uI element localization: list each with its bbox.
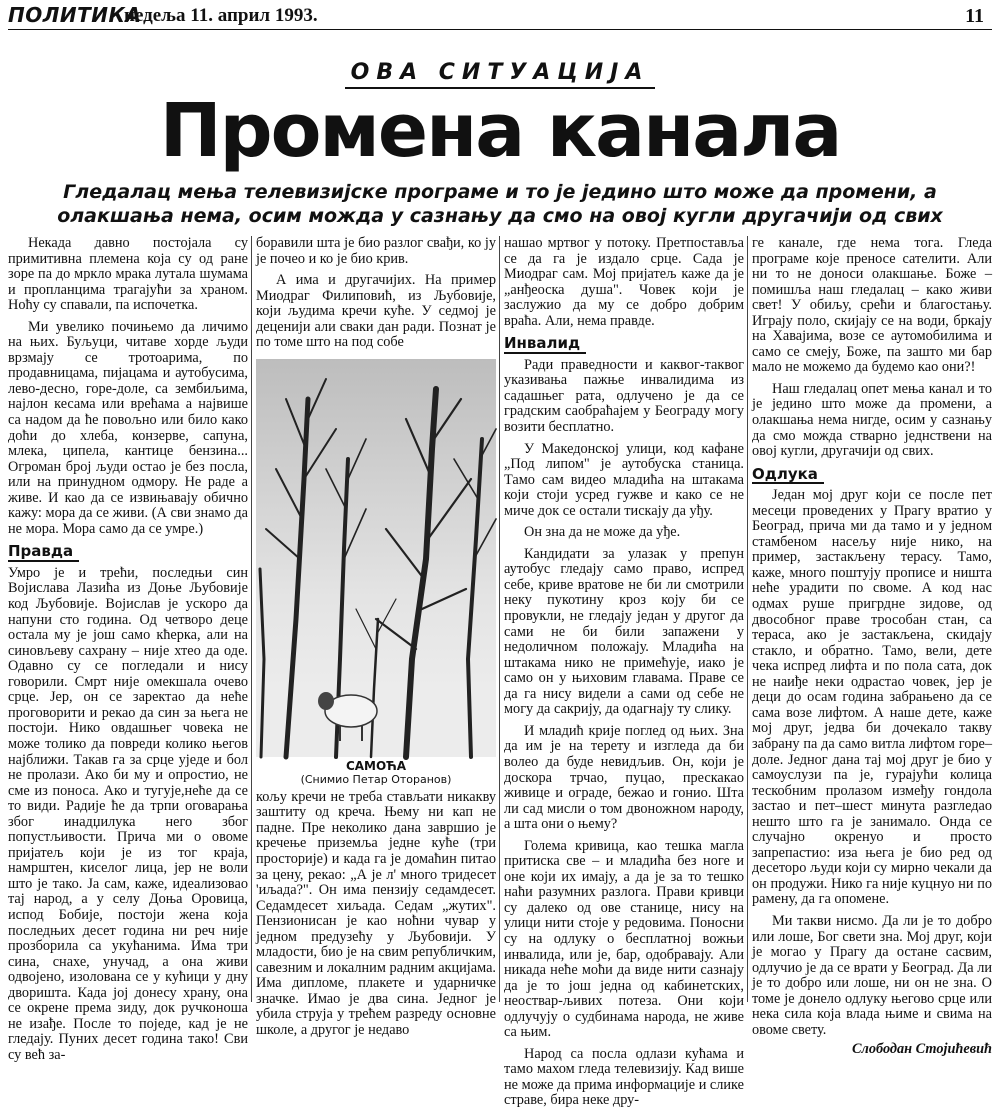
photo-image xyxy=(256,359,496,757)
paragraph: Умро је и трећи, последњи син Војислава Лазића из Доње Љубовије код Љубовије. Војислав је ускоро да напуни сто година. Од четворо деце остала му је још само кћерка, али на синовљеву сахрану – није хтео да оде. Одавно су се погледали и нису говорили. Смрт није омекшала очево срце. Јер, он се заректао да неће проговорити и рекао да син за њега не постоји. Нико овдашњег човека не може толико да повреди колико његов најближи. Такав га за срце уједе и бол не пролази. Ако би му и опростио, не сме из поноса. Ако и тугује,неће да се то види. Радије ће да трпи оговарања због инадџилука него због попустљивости. Прича ми о овоме пријатељ који је из тог краја, намрштен, киселог лица, јер не воли што је тако. Ја сам, каже, идеализовао тај народ, а у селу Доња Оровица, испод Бобије, постоји жена која последњих десет година ни реч није прозборила са укућанима. Има три сина, снахе, унучад, а она живи одвојено, изолована се у кућици у дну дворишта. Када јој донесу храну, она се окрене према зиду, док ручконоша не изађе. После то поједе, кад је не гледају. Пуних десет година тако! Сви су већ за- xyxy=(8,564,248,1063)
subhead-invalid: Инвалид xyxy=(504,336,586,354)
paragraph: боравили шта је био разлог свађи, ко ју је почео и ко је био крив. xyxy=(256,235,496,267)
column-4 xyxy=(752,235,992,1058)
paragraph: Наш гледалац опет мења канал и то је једино што може да промени, а олакшања нема нигде, осим у сазнању да смо можда стварно једнствени на овој кугли, другачији од свих. xyxy=(752,380,992,460)
photo-caption xyxy=(256,760,496,786)
article-deck: Гледалац мења телевизијске програме и то је једино што може да промени, а олакшања нема, осим можда у сазнању да смо на овој кугли другачији од свих xyxy=(57,181,943,227)
kicker-text: ОВА СИТУАЦИЈА xyxy=(345,60,656,89)
column-1 xyxy=(8,235,248,1063)
column-2 xyxy=(256,235,496,1039)
author-signature: Слободан Стојићевић xyxy=(851,1041,992,1058)
paragraph: Некада давно постојала су примитивна племена која су од ране зоре па до мркло мрака лутала шумама и пропланцима трагајући за храном. Ноћу су спавали, па испочетка. xyxy=(8,235,248,314)
column-rule xyxy=(251,236,252,1002)
kicker-line xyxy=(0,60,1000,85)
column-3 xyxy=(504,235,744,1109)
paragraph: кољу кречи не треба стављати никакву заштиту од креча. Њему ни кап не падне. Пре неколико дана завршио је кречење приземља једне куће (три просторије) и када га је домаћин питао за цену, рекао: „А је л' много тридесет 'иљада?". Он има пензију седамдесет. Седамдесет хиљада. Седам „жутих". Пензионисан је као ноћни чувар у једном предузећу у Љубовији. У младости, био је на свим републичким, савезним и локалним радним акцијама. Има дипломе, плакете и ударничке значке. Имао је два сина. Једног је убила струја у трећем разреду основне школе, а другог је недаво xyxy=(256,788,496,1039)
column-rule xyxy=(747,236,748,1002)
caption-title: САМОЋА xyxy=(345,758,407,773)
subhead-odluka: Одлука xyxy=(752,467,824,485)
subhead-pravda: Правда xyxy=(8,544,79,562)
masthead xyxy=(8,3,992,30)
paragraph: Големa кривица, као тешка магла притиска све – и младића без ноге и оне који их имају, а да је за то тешко наћи разумних разлога. Прави кривци су далеко од ове станице, нису на улици нити стоје у редовима. Поносни су на одлуку о бесплатној вожњи инвалида, или је, бар, одобравају. Али никада неће моћи да виде нити сазнају да је то још једна од кабинетских, неоствар-љивих потеза. Они који одлучују о судбинама народа, не живе са њим. xyxy=(504,837,744,1041)
paragraph: И младић крије поглед од њих. Зна да им је на терету и изгледа да би волео да буде невидљив. Он, који је доскора трчао, пуцао, прескакао живице и ограде, бежао и гонио. Шта ли сад мисли о том двоножном народу, а шта они о њему? xyxy=(504,722,744,833)
article-headline: Промена канала xyxy=(159,88,841,174)
paragraph: Један мој друг који се после пет месеци проведених у Прагу вратио у Београд, прича ми да тамо и у једном стамбеном насељу није нико, на пример, застакљену терасу. Тамо, каже, много поштују прописе и ништа неће урадити по своме. А код нас одмах руше пригрдне зидове, од двособног праве трособан стан, са тераса, ако је застакљена, скидају стакло, и обратно. Тамо, вели, дете чека испред лифта и по пола сата, док не наиђе неки одрастао човек, јер је деци до осам година забрањено да се сама возе лифтом. А наше дете, каже мој друг, једва би дочекало такву забрану па да само витла лифтом горе–доле. Једног дана тај мој друг је био у самоуслузи па је, гурајући колица тескобним пролазом између гондола застао и пет–шест минута разгледао нешто што га је занимало. Онда се случајно окренуо и просто запрепастио: иза њега је био ред од десеторо људи који су мирно чекали да он продужи. Нико га није куцнуо ни по рамену, да га опомене. xyxy=(752,487,992,908)
paragraph: ге канале, где нема тога. Гледа програме које преносе сателити. Али ни то не доноси олакшање. Боже – помишља наш гледалац – како живи свет! У обиљу, срећи и благостању. Играју поло, скијају се на води, бркају на Хавајима, возе се аутомобилима и само се смеју, Боже, па зашто ми бар мало не можемо да будемо као они?! xyxy=(752,235,992,376)
page-number: 11 xyxy=(965,5,984,27)
paragraph: А има и другачијих. На пример Миодраг Филиповић, из Љубовије, који људима кречи куће. У седмој је деценији али сваки дан ради. Познат је по томе што на под собе xyxy=(256,272,496,351)
photo-sheep-in-trees xyxy=(256,359,496,757)
paragraph: Он зна да не може да уђе. xyxy=(524,524,681,541)
issue-date: недеља 11. април 1993. xyxy=(124,5,318,26)
paragraph: нашао мртвог у потоку. Претпоставља се да га је издало срце. Сада је Миодраг сам. Мој пријатељ каже да је „анђеоска душа". Човек који је заслужио да му се добро добрим враћа. Али, нема правде. xyxy=(504,235,744,329)
paragraph: Ради праведности и каквог-таквог указивања пажње инвалидима из садашњег рата, одлучено је да се градским саобраћајем у Београду могу возити бесплатно. xyxy=(504,356,744,436)
photo-credit: (Снимио Петар Оторанов) xyxy=(300,772,452,786)
paragraph: У Македонској улици, код кафане „Под липом" је аутобуска станица. Тамо сам видео младића на штакама који стоји усред гужве и како се не миче док се остали тискају да уђу. xyxy=(504,440,744,519)
column-rule xyxy=(499,236,500,1002)
paragraph: Ми увелико почињемо да личимо на њих. Буљуци, читаве хорде људи врзмају се тротоарима, по продавницама, пијацама и аутобусима, лево-десно, горе-доле, са зембиљима, најлон кесама или врећама а највише са надом да ће повољно или било како доћи до хлеба, конзерве, сапуна, млека, ципела, кантице бензина... Огроман број људи остао је без посла, или на принудном одмору. Не раде а живе. И као да се извињавају обично кажу: мора да се живи. (А сви знамо да не мора. Мора само да се умре.) xyxy=(8,318,248,537)
paragraph: Кандидати за улазак у препун аутобус гледају само право, испред себе, криве вратове не би ли смотрили неку пукотину кроз коју би се провукли, не гледају један у другог да сами не би били запажени у недоличном положају. Младића на штакама нико не примећује, иако је само он у њиховим главама. Праве се да га нису видели а сами од себе не могу да сакрију, да одагнају ту слику. xyxy=(504,545,744,718)
paragraph: Народ са посла одлази кућама и тамо махом гледа телевизију. Кад више не може да прима информације и слике страве, бира неке дру- xyxy=(504,1045,744,1109)
newspaper-logo: ПОЛИТИКА xyxy=(8,3,142,27)
paragraph: Ми такви нисмо. Да ли је то добро или лоше, Бог свети зна. Мој друг, који је могао у Прагу да остане сасвим, одлучио је да се врати у Београд. Да ли је то добро или лоше, ни он не зна. О томе је донело одлуку његово срце или нека сила која влада њиме и свима на овоме свету. xyxy=(752,912,992,1038)
